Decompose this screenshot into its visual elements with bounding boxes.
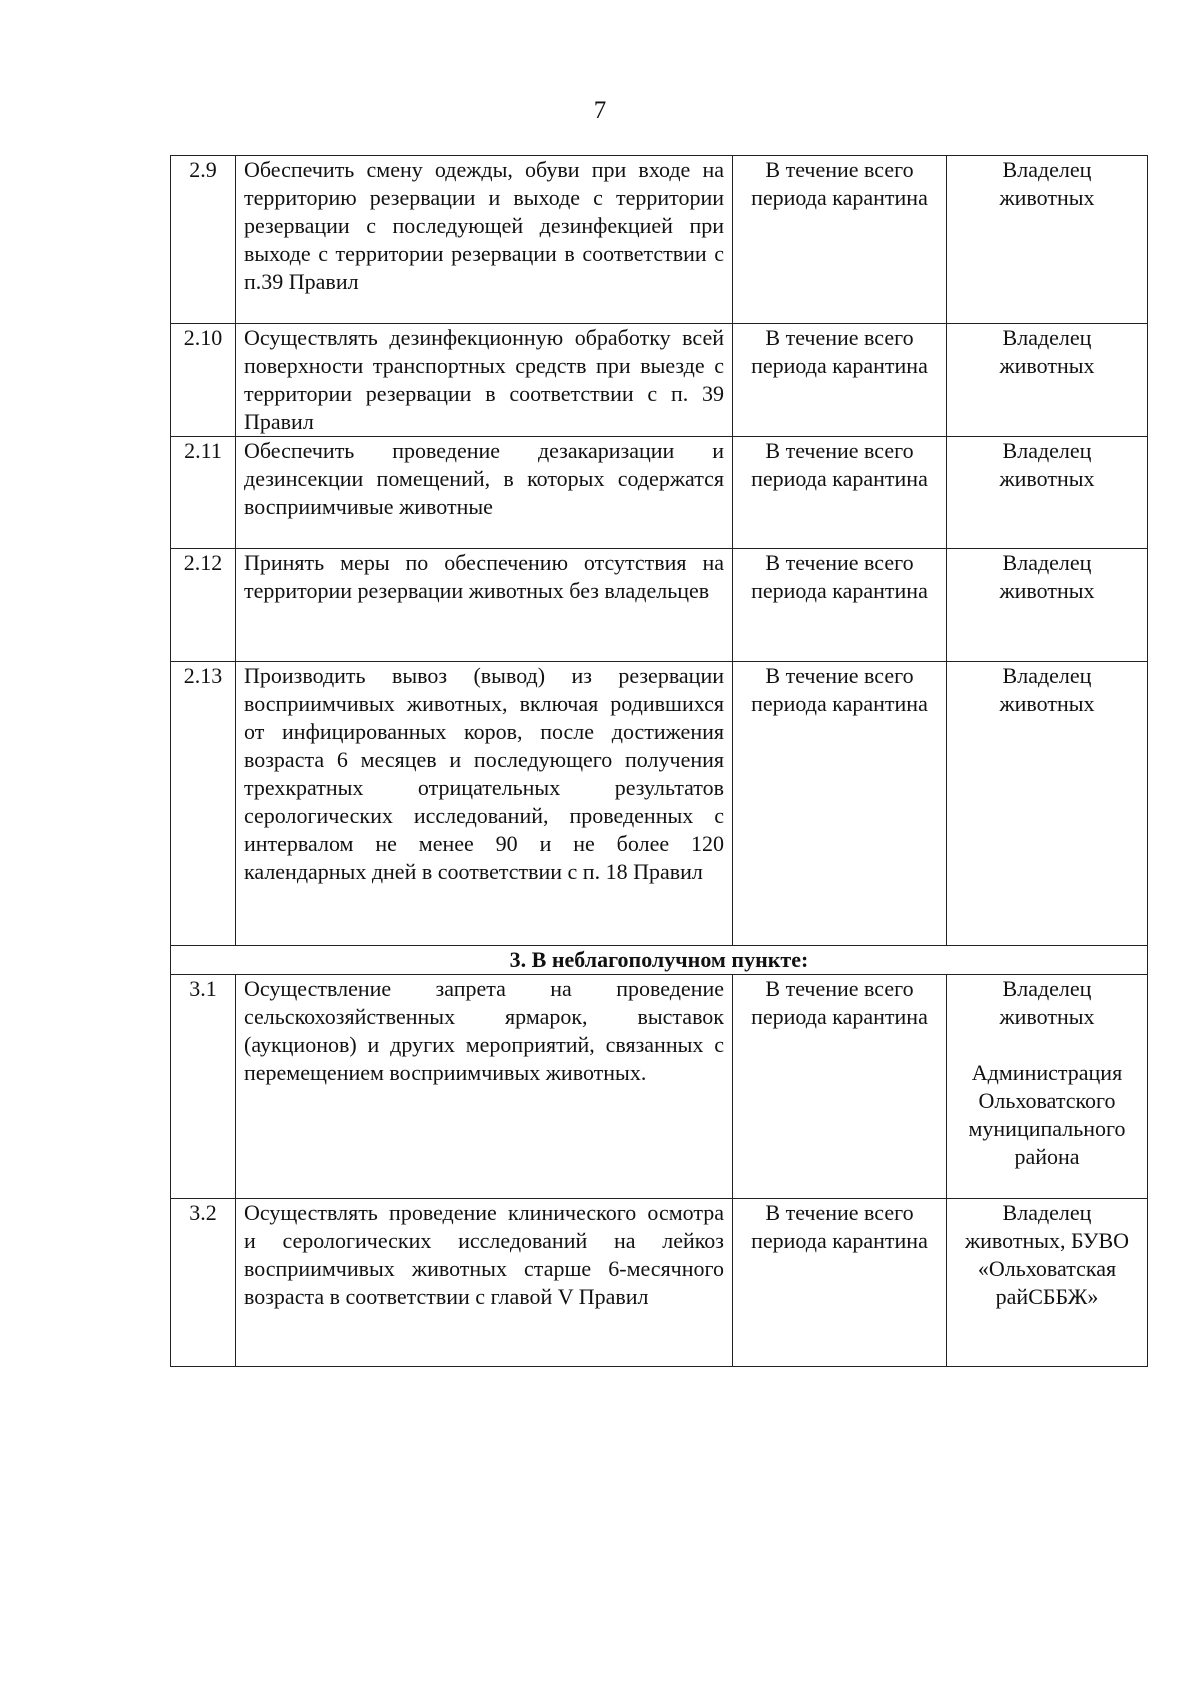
responsible-line: Владелец животных, БУВО «Ольховатская райСББЖ» xyxy=(964,1200,1130,1309)
section-title: 3. В неблагополучном пункте: xyxy=(171,946,1148,975)
row-number: 3.1 xyxy=(171,975,236,1199)
term-text: В течение всего периода карантина xyxy=(733,1199,947,1367)
responsible-line: Владелец животных xyxy=(999,550,1095,603)
responsible-text xyxy=(947,662,1148,946)
row-number: 3.2 xyxy=(171,1199,236,1367)
responsible-text xyxy=(947,324,1148,437)
term-text: В течение всего периода карантина xyxy=(733,156,947,324)
table-row xyxy=(171,549,1148,662)
row-number: 2.13 xyxy=(171,662,236,946)
measure-text: Осуществлять проведение клинического осмотра и серологических исследований на лейкоз восприимчивых животных старше 6-месячного возраста в соответствии с главой V Правил xyxy=(236,1199,733,1367)
responsible-text xyxy=(947,1199,1148,1367)
responsible-text xyxy=(947,437,1148,549)
row-number: 2.9 xyxy=(171,156,236,324)
responsible-line: Владелец животных xyxy=(999,976,1095,1029)
responsible-line: Владелец животных xyxy=(999,325,1095,378)
measure-text: Обеспечить проведение дезакаризации и дезинсекции помещений, в которых содержатся восприимчивые животные xyxy=(236,437,733,549)
term-text: В течение всего периода карантина xyxy=(733,324,947,437)
responsible-line: Владелец животных xyxy=(999,157,1095,210)
table-row xyxy=(171,437,1148,549)
responsible-text xyxy=(947,549,1148,662)
measures-table xyxy=(170,155,1148,1367)
table-row xyxy=(171,156,1148,324)
responsible-line: Владелец животных xyxy=(999,663,1095,716)
term-text: В течение всего периода карантина xyxy=(733,975,947,1199)
responsible-line: Администрация Ольховатского муниципального района xyxy=(968,1060,1126,1169)
responsible-text xyxy=(947,156,1148,324)
measure-text: Осуществлять дезинфекционную обработку всей поверхности транспортных средств при выезде с территории резервации в соответствии с п. 39 Правил xyxy=(236,324,733,437)
page-number: 7 xyxy=(593,97,607,124)
row-number: 2.10 xyxy=(171,324,236,437)
term-text: В течение всего периода карантина xyxy=(733,549,947,662)
table-row xyxy=(171,975,1148,1199)
measure-text: Производить вывоз (вывод) из резервации восприимчивых животных, включая родившихся от инфицированных коров, после достижения возраста 6 месяцев и последующего получения трехкратных отрицательных результатов серологических исследований, проведенных с интервалом не менее 90 и не более 120 календарных дней в соответствии с п. 18 Правил xyxy=(236,662,733,946)
term-text: В течение всего периода карантина xyxy=(733,662,947,946)
responsible-text xyxy=(947,975,1148,1199)
table-row xyxy=(171,662,1148,946)
measure-text: Обеспечить смену одежды, обуви при входе на территорию резервации и выходе с территории резервации с последующей дезинфекцией при выходе с территории резервации в соответствии с п.39 Правил xyxy=(236,156,733,324)
row-number: 2.11 xyxy=(171,437,236,549)
table-row xyxy=(171,1199,1148,1367)
measure-text: Принять меры по обеспечению отсутствия на территории резервации животных без владельцев xyxy=(236,549,733,662)
responsible-line: Владелец животных xyxy=(999,438,1095,491)
measure-text: Осуществление запрета на проведение сельскохозяйственных ярмарок, выставок (аукционов) и других мероприятий, связанных с перемещением восприимчивых животных. xyxy=(236,975,733,1199)
spacer xyxy=(955,1031,1139,1059)
row-number: 2.12 xyxy=(171,549,236,662)
table-row xyxy=(171,324,1148,437)
term-text: В течение всего периода карантина xyxy=(733,437,947,549)
section-row xyxy=(171,946,1148,975)
